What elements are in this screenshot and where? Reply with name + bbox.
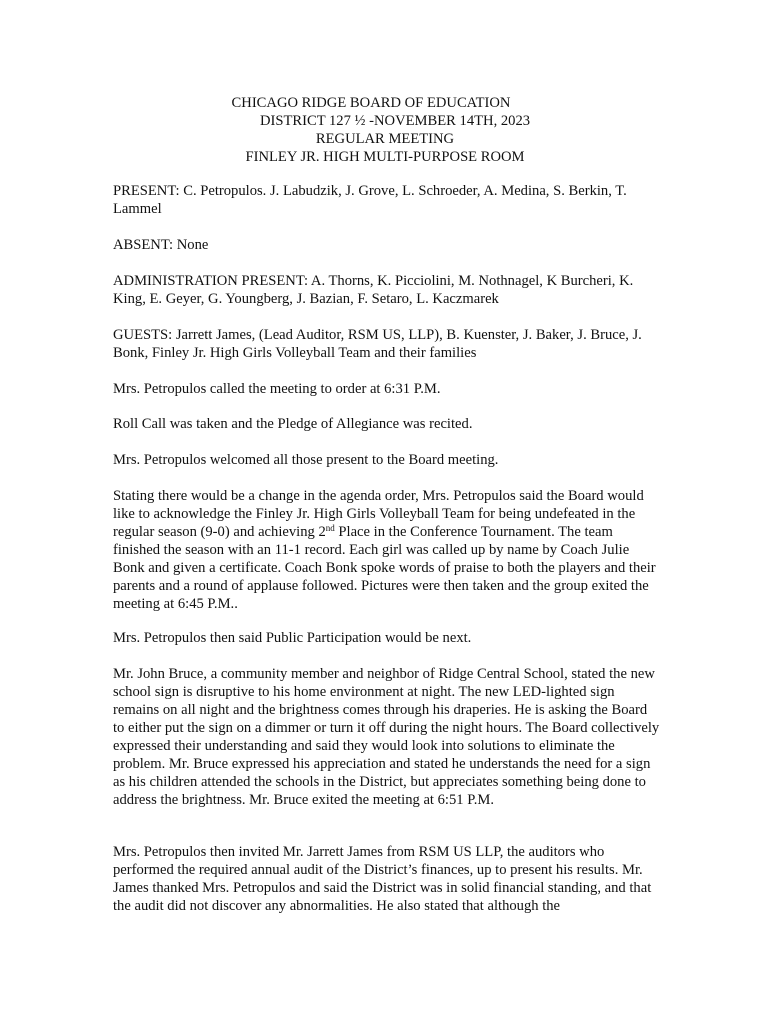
volleyball-paragraph	[113, 487, 661, 613]
call-to-order-paragraph: Mrs. Petropulos called the meeting to order at 6:31 P.M.	[113, 381, 441, 397]
present-paragraph: PRESENT: C. Petropulos. J. Labudzik, J. Grove, L. Schroeder, A. Medina, S. Berkin, T. Lammel	[113, 183, 627, 217]
header-meeting-type: REGULAR MEETING	[315, 131, 455, 147]
volleyball-text-end: Place in the Conference Tournament. The team finished the season with an 11-1 record. Each girl was called up by name by Coach Julie Bonk and given a certificate. Coach Bonk spoke words of praise to both the players and their parents and a round of applause followed. Pictures were then taken and the group exited the meeting at 6:45 P.M..	[113, 524, 656, 612]
administration-present-paragraph: ADMINISTRATION PRESENT: A. Thorns, K. Picciolini, M. Nothnagel, K Burcheri, K. King, E. Geyer, G. Youngberg, J. Bazian, F. Setaro, L. Kaczmarek	[113, 273, 634, 307]
absent-paragraph: ABSENT: None	[113, 237, 209, 253]
guests-paragraph: GUESTS: Jarrett James, (Lead Auditor, RSM US, LLP), B. Kuenster, J. Baker, J. Bruce, J. Bonk, Finley Jr. High Girls Volleyball Team and their families	[113, 327, 642, 361]
roll-call-paragraph: Roll Call was taken and the Pledge of Allegiance was recited.	[113, 416, 473, 432]
volleyball-text-start: Stating there would be a change in the agenda order, Mrs. Petropulos said the Board would like to acknowledge the Finley Jr. High Girls Volleyball Team for being undefeated in the regular season (9-0) and achieving 2	[113, 488, 644, 540]
welcome-paragraph: Mrs. Petropulos welcomed all those present to the Board meeting.	[113, 452, 499, 468]
bruce-paragraph: Mr. John Bruce, a community member and neighbor of Ridge Central School, stated the new school sign is disruptive to his home environment at night. The new LED-lighted sign remains on all night and the brightness comes through his draperies. He is asking the Board to either put the sign on a dimmer or turn it off during the night hours. The Board collectively expressed their understanding and said they would look into solutions to eliminate the problem. Mr. Bruce expressed his appreciation and stated he understands the need for a sign as his children attended the schools in the District, but appreciates something being done to address the brightness. Mr. Bruce exited the meeting at 6:51 P.M.	[113, 666, 660, 808]
header-board-name: CHICAGO RIDGE BOARD OF EDUCATION	[231, 95, 511, 111]
document-header	[0, 94, 770, 166]
header-district-date: DISTRICT 127 ½ -NOVEMBER 14TH, 2023	[259, 113, 531, 129]
ordinal-suffix: nd	[325, 523, 335, 533]
public-participation-paragraph: Mrs. Petropulos then said Public Participation would be next.	[113, 630, 472, 646]
header-location: FINLEY JR. HIGH MULTI-PURPOSE ROOM	[245, 149, 525, 165]
audit-paragraph: Mrs. Petropulos then invited Mr. Jarrett James from RSM US LLP, the auditors who performed the required annual audit of the District’s finances, up to present his results. Mr. James thanked Mrs. Petropulos and said the District was in solid financial standing, and that the audit did not discover any abnormalities. He also stated that although the	[113, 844, 652, 914]
